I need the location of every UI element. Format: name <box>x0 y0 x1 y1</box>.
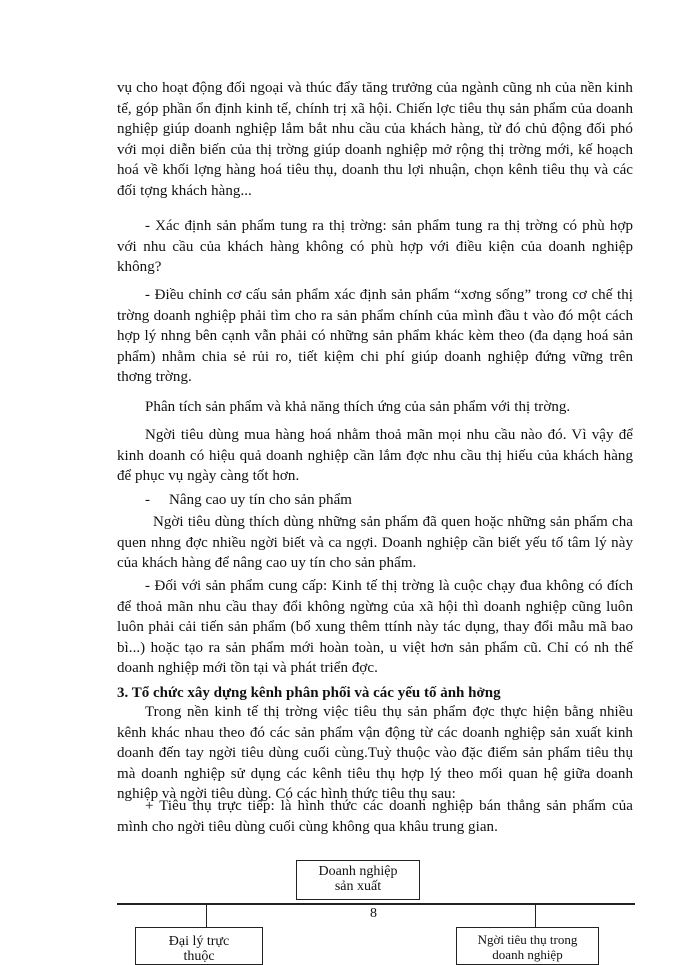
connector-right <box>535 903 536 927</box>
box-affiliated-agent-line1: Đại lý trực <box>168 934 230 949</box>
bullet-text: Nâng cao uy tín cho sản phẩm <box>169 492 353 508</box>
connector-left <box>206 903 207 927</box>
box-internal-consumer <box>456 927 599 965</box>
box-affiliated-agent <box>135 927 263 965</box>
paragraph-product-launch: - Xác định sản phẩm tung ra thị trờng: sản phẩm tung ra thị trờng có phù hợp với nhu cầu của khách hàng không có phù hợp với điều kiện của doanh nghiệp không? <box>117 218 633 276</box>
paragraph-intro: vụ cho hoạt động đối ngoại và thúc đẩy tăng trưởng của ngành cũng nh của nền kinh tế, góp phần ổn định kinh tế, chính trị xã hội. Chiến lợc tiêu thụ sản phẩm của doanh nghiệp giúp doanh nghiệp lắm bắt nhu cầu của khách hàng, từ đó chủ động đối phó với mọi diễn biến của thị trờng giúp doanh nghiệp mở rộng thị trờng mới, kế hoạch hoá về khối lợng hàng hoá tiêu thụ, doanh thu lợi nhuận, chọn kênh tiêu thụ và các đối tợng khách hàng... <box>117 80 633 199</box>
paragraph-supplied-products: - Đối với sản phẩm cung cấp: Kinh tế thị trờng là cuộc chạy đua không có đích để thoả mãn nhu cầu thay đổi không ngừng của xã hội thì doanh nghiệp cũng luôn luôn phải cải tiến sản phẩm (bổ xung thêm ttính này tác dụng, thay đổi mẫu mã bao bì...) hoặc tạo ra sản phẩm mới hoàn toàn, u việt hơn sản phẩm cũ. Chỉ có nh thế doanh nghiệp mới tồn tại và phát triển đợc. <box>117 578 633 677</box>
box-affiliated-agent-line2: thuộc <box>183 949 215 964</box>
box-manufacturer <box>296 860 420 900</box>
section-heading: 3. Tổ chức xây dựng kênh phân phối và các yếu tố ảnh hởng <box>117 685 501 701</box>
box-manufacturer-line2: sản xuất <box>334 879 382 894</box>
paragraph-distribution: Trong nền kinh tế thị trờng việc tiêu thụ sản phẩm đợc thực hiện bằng nhiều kênh khác nhau theo đó các sản phẩm vận động từ các doanh nghiệp sản xuất kinh doanh đến tay ngời tiêu dùng cuối cùng.Tuỳ thuộc vào đặc điểm sản phẩm tiêu thụ mà doanh nghiệp sử dụng các kênh tiêu thụ hợp lý theo mối quan hệ giữa doanh nghiệp và ngời tiêu dùng. Có các hình thức tiêu thụ sau: <box>117 704 633 803</box>
paragraph-product-structure: - Điều chỉnh cơ cấu sản phẩm xác định sản phẩm “xơng sống” trong cơ chế thị trờng doanh nghiệp phải tìm cho ra sản phẩm chính của mình đầu t vào đó một cách hợp lý nhng bên cạnh vẫn phải có những sản phẩm khác kèm theo (đa dạng hoá sản phẩm) nhằm chia sẻ rủi ro, tiết kiệm chi phí giúp doanh nghiệp đứng vững trên thơng trờng. <box>117 287 633 386</box>
paragraph-consumer-trust: Ngời tiêu dùng thích dùng những sản phẩm đã quen hoặc những sản phẩm cha quen nhng đợc nhiều ngời biết và ca ngợi. Doanh nghiệp cần biết yếu tố tâm lý này của khách hàng để nâng cao uy tín cho sản phẩm. <box>117 514 633 572</box>
horizontal-rule <box>117 903 635 905</box>
bullet-mark: - <box>145 492 151 508</box>
paragraph-direct-sales: + Tiêu thụ trực tiếp: là hình thức các doanh nghiệp bán thẳng sản phẩm của mình cho ngời tiêu dùng cuối cùng không qua khâu trung gian. <box>117 798 633 835</box>
paragraph-product-analysis: Phân tích sản phẩm và khả năng thích ứng của sản phẩm với thị trờng. <box>145 399 571 415</box>
box-internal-consumer-line2: doanh nghiệp <box>492 947 563 962</box>
page-number: 8 <box>370 906 377 921</box>
box-internal-consumer-line1: Ngời tiêu thụ trong <box>477 932 578 947</box>
bullet-reputation <box>145 490 625 511</box>
box-manufacturer-line1: Doanh nghiệp <box>318 864 398 879</box>
paragraph-consumer-needs: Ngời tiêu dùng mua hàng hoá nhằm thoả mãn mọi nhu cầu nào đó. Vì vậy để kinh doanh có hiệu quả doanh nghiệp cần lắm đợc nhu cầu thị hiếu của khách hàng để phục vụ ngày càng tốt hơn. <box>117 427 633 485</box>
